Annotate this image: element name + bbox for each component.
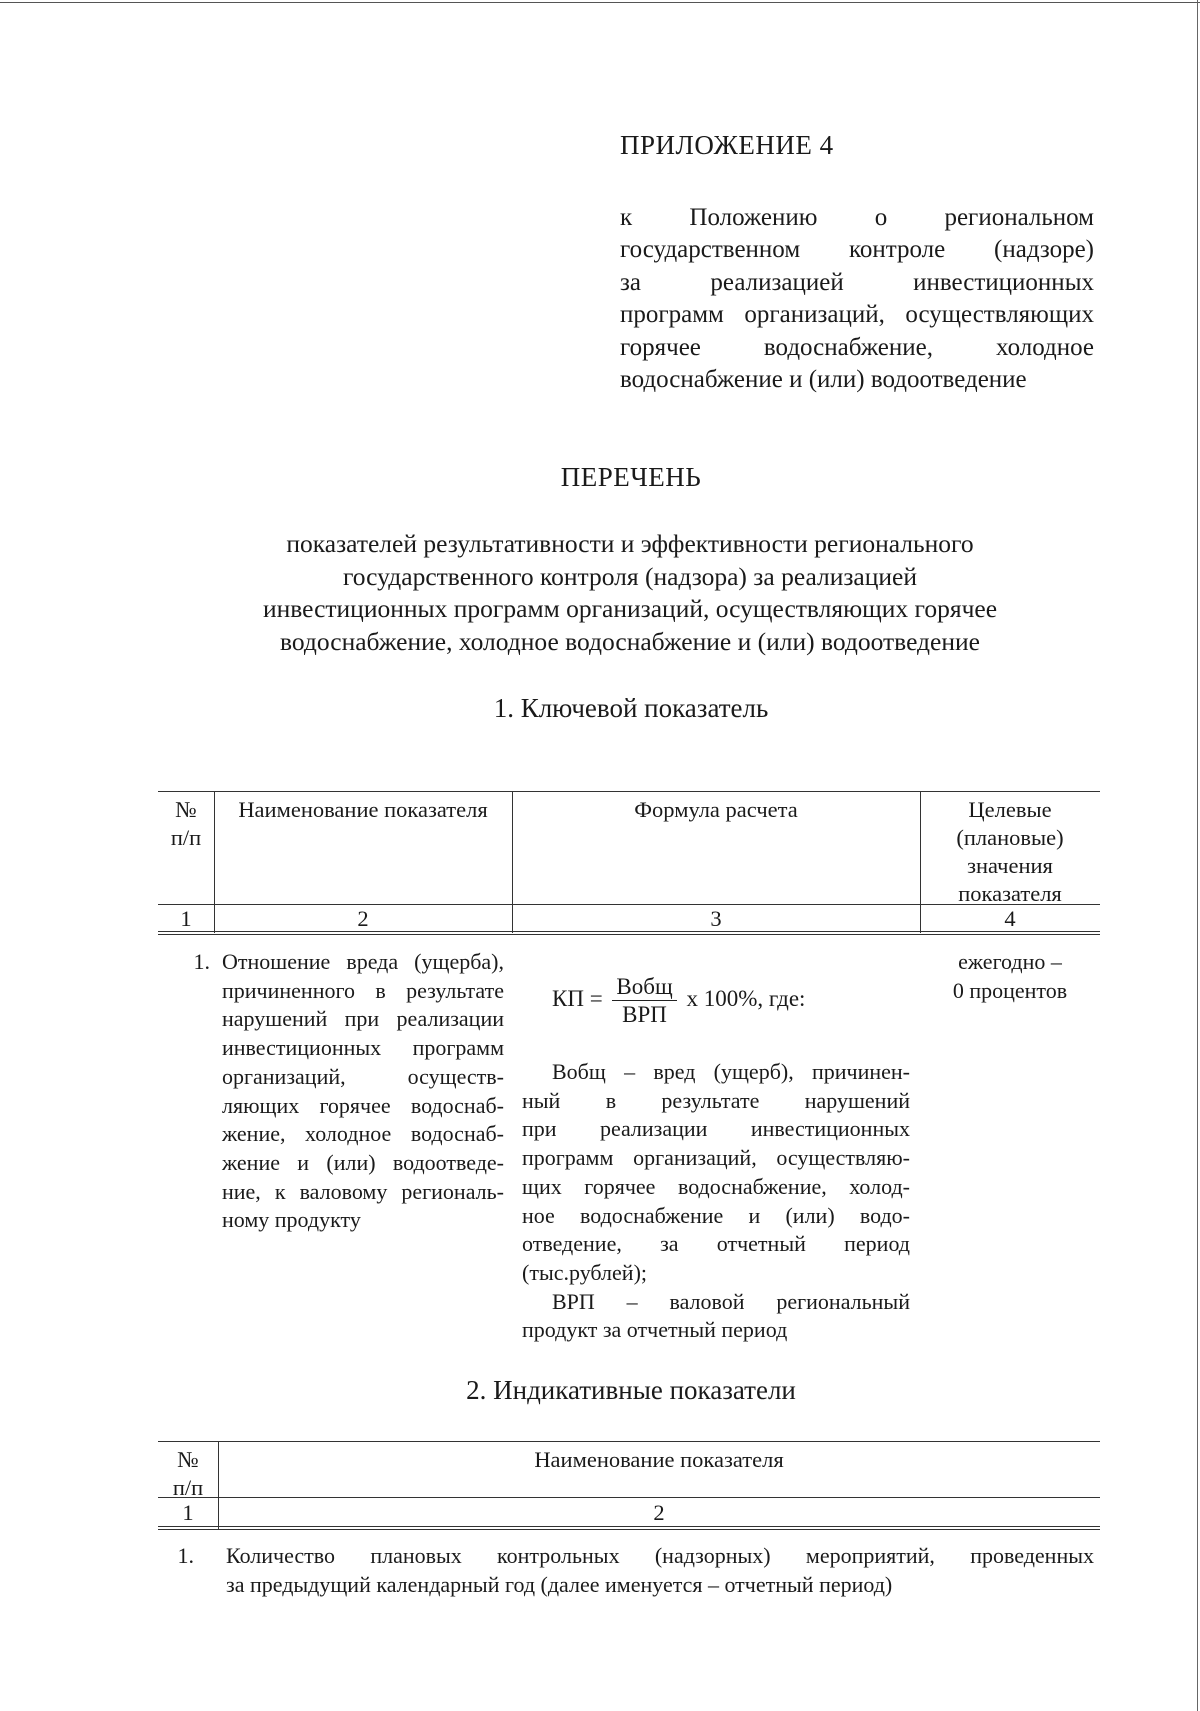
- page-right-edge: [1197, 0, 1198, 1711]
- indicator-name-line: организаций, осуществ-: [222, 1063, 504, 1089]
- table2-colnum: 1: [182, 1500, 194, 1525]
- target-header-line: (плановые): [956, 825, 1064, 850]
- explanation-line: программ организаций, осуществляю-: [522, 1145, 910, 1171]
- target-header-line: показателя: [958, 881, 1062, 906]
- document-subtitle-line: водоснабжение, холодное водоснабжение и (или) водоотведение: [280, 626, 980, 656]
- table1-colnum: 2: [357, 906, 369, 931]
- appendix-reference-line: государственном контроле (надзоре): [620, 236, 1094, 264]
- table2-indicator-name: [226, 1542, 1094, 1599]
- formula-explanation: [522, 1058, 910, 1345]
- number-sign: №: [177, 1447, 199, 1472]
- table2-top-rule: [158, 1441, 1100, 1442]
- appendix-reference-line: водоснабжение и (или) водоотведение: [620, 366, 1027, 394]
- number-abbrev: п/п: [170, 825, 202, 850]
- formula-rhs: x 100%, где:: [686, 985, 806, 1011]
- indicator-name-line: ляющих горячее водоснаб-: [222, 1092, 504, 1118]
- table1-header-formula: Формула расчета: [634, 797, 798, 822]
- number-sign: №: [175, 797, 197, 822]
- formula-denominator: ВРП: [622, 1002, 667, 1027]
- table2-header-name: Наименование показателя: [534, 1447, 784, 1472]
- page-top-edge: [0, 2, 1200, 3]
- section-1-heading: 1. Ключевой показатель: [493, 693, 769, 723]
- target-value-line: ежегодно –: [958, 949, 1062, 974]
- target-value-line: 0 процентов: [952, 977, 1068, 1003]
- number-abbrev: п/п: [172, 1475, 204, 1500]
- explanation-line: ное водоснабжение и (или) водо-: [522, 1202, 910, 1228]
- explanation-line: ВРП – валовой региональный: [552, 1288, 910, 1314]
- table1-row-number: 1.: [193, 949, 210, 974]
- explanation-line: щих горячее водоснабжение, холод-: [522, 1173, 910, 1199]
- explanation-line: (тыс.рублей);: [522, 1259, 648, 1285]
- formula-lhs: КП =: [552, 985, 603, 1011]
- table1-indicator-name: [222, 948, 504, 1235]
- appendix-reference-line: за реализацией инвестиционных: [620, 268, 1094, 296]
- appendix-reference: [620, 202, 1094, 396]
- indicator-name-line: за предыдущий календарный год (далее именуется – отчетный период): [226, 1571, 893, 1597]
- indicator-name-line: инвестиционных программ: [222, 1035, 504, 1061]
- table1-header-target: [920, 796, 1100, 908]
- indicator-name-line: ному продукту: [222, 1207, 361, 1233]
- document-subtitle-line: инвестиционных программ организаций, осуществляющих горячее: [262, 594, 998, 623]
- indicator-name-line: жение и (или) водоотведе-: [222, 1149, 504, 1175]
- indicator-name-line: Отношение вреда (ущерба),: [222, 949, 504, 974]
- formula: [552, 973, 805, 1028]
- explanation-line: отведение, за отчетный период: [522, 1231, 910, 1257]
- table1-colnum: 3: [710, 906, 722, 931]
- table2-row-number: 1.: [177, 1543, 194, 1568]
- document-subtitle-line: показателей результативности и эффективности регионального: [286, 529, 974, 558]
- table2-header-number: [158, 1446, 218, 1502]
- appendix-title: ПРИЛОЖЕНИЕ 4: [620, 130, 834, 160]
- target-header-line: значения: [967, 853, 1053, 878]
- explanation-line: Вобщ – вред (ущерб), причинен-: [552, 1059, 910, 1084]
- section-2-heading: 2. Индикативные показатели: [466, 1375, 796, 1405]
- table2-colnum: 2: [653, 1500, 665, 1525]
- target-header-line: Целевые: [968, 797, 1052, 822]
- indicator-name-line: Количество плановых контрольных (надзорных) мероприятий, проведенных: [226, 1543, 1094, 1568]
- explanation-line: продукт за отчетный период: [522, 1317, 788, 1343]
- document-subtitle: [180, 528, 1080, 658]
- formula-numerator: Вобщ: [612, 973, 676, 1001]
- formula-fraction: [612, 973, 676, 1028]
- indicator-name-line: ние, к валовому региональ-: [222, 1178, 504, 1204]
- indicator-name-line: нарушений при реализации: [222, 1006, 504, 1032]
- appendix-reference-line: к Положению о региональном: [620, 204, 1094, 231]
- table1-colnum: 1: [180, 906, 192, 931]
- table1-target-value: [920, 948, 1100, 1005]
- explanation-line: ный в результате нарушений: [522, 1087, 910, 1113]
- table1-header-number: [158, 796, 214, 852]
- document-subtitle-line: государственного контроля (надзора) за реализацией: [342, 561, 918, 591]
- appendix-reference-line: программ организаций, осуществляющих: [620, 301, 1094, 329]
- table1-top-rule: [158, 791, 1100, 792]
- table1-header-name: Наименование показателя: [238, 797, 488, 822]
- table1-colnum: 4: [1004, 906, 1016, 931]
- indicator-name-line: причиненного в результате: [222, 977, 504, 1003]
- document-title: ПЕРЕЧЕНЬ: [560, 462, 702, 492]
- appendix-reference-line: горячее водоснабжение, холодное: [620, 333, 1094, 361]
- table2-header-rule: [158, 1497, 1100, 1498]
- explanation-line: при реализации инвестиционных: [522, 1116, 910, 1142]
- indicator-name-line: жение, холодное водоснаб-: [222, 1121, 504, 1147]
